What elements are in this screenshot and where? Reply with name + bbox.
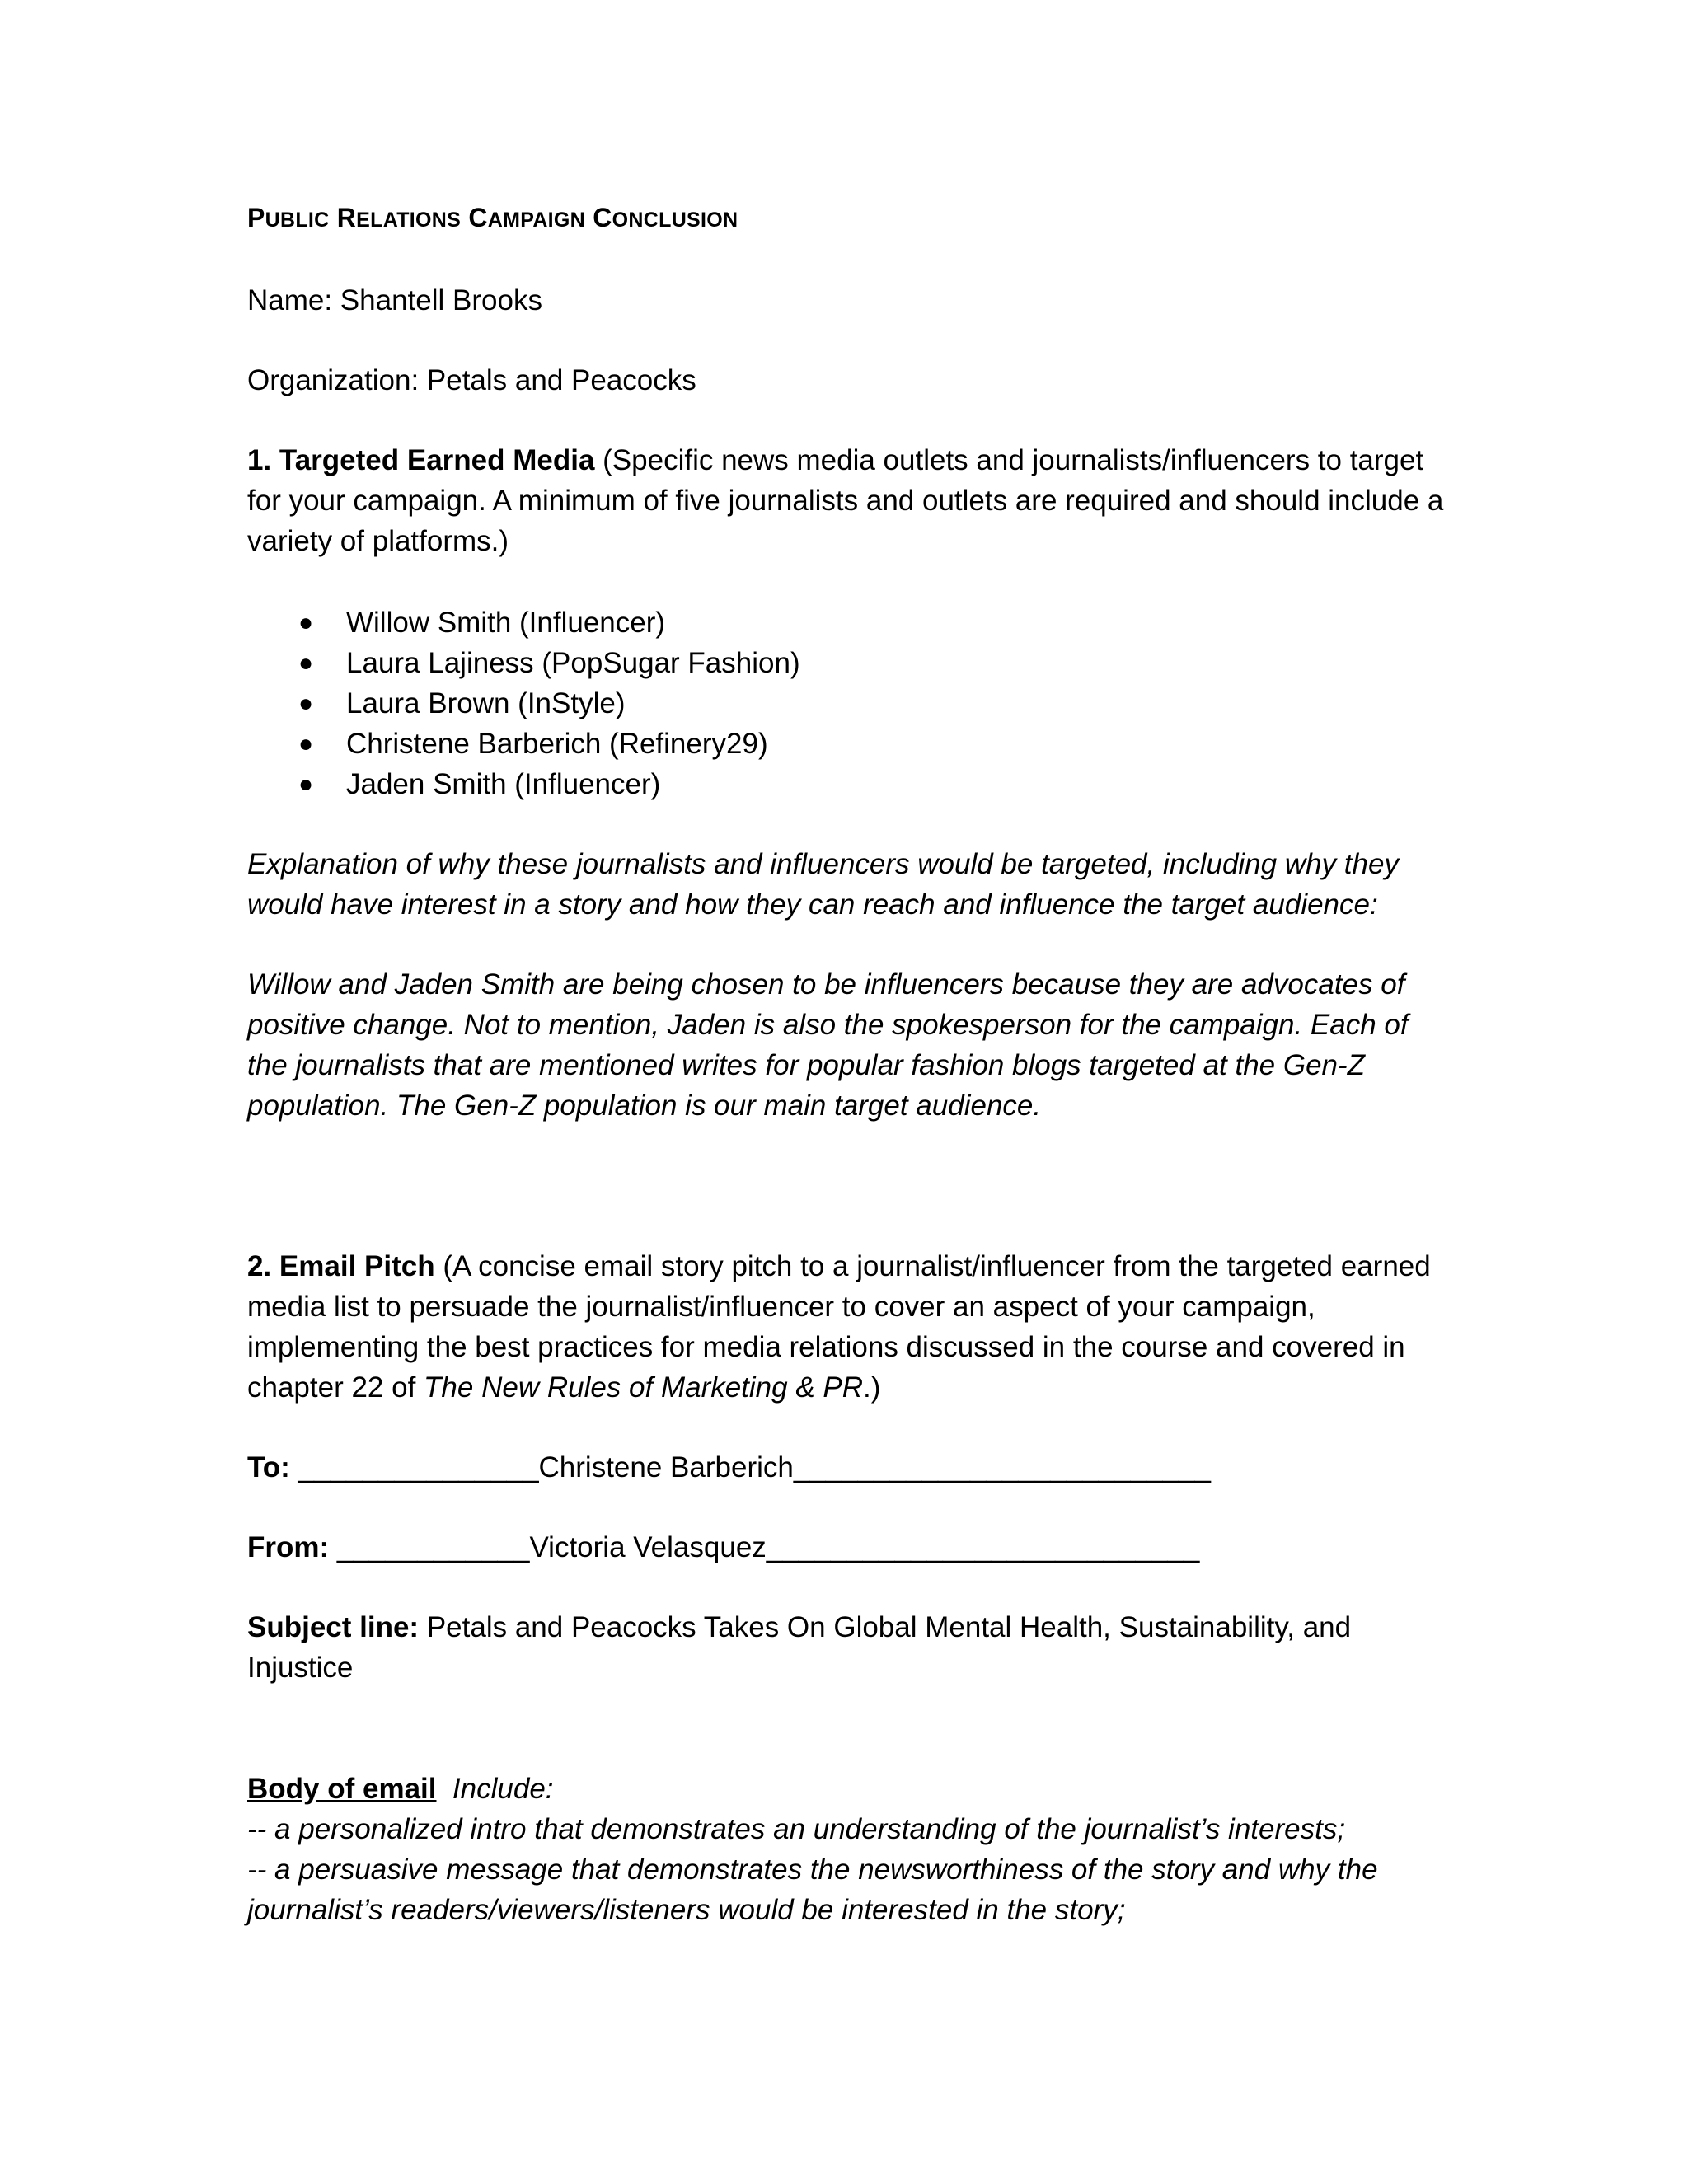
explanation-prompt: Explanation of why these journalists and influencers would be targeted, including why they would have interest in a story and how they can reach and influence the target audience:	[247, 848, 1399, 921]
list-item: ● Christene Barberich (Refinery29)	[247, 724, 1451, 764]
include-label: Include:	[436, 1773, 554, 1805]
targeted-media-list	[247, 602, 1451, 804]
organization-line: Organization: Petals and Peacocks	[247, 364, 696, 396]
body-of-email-heading	[247, 1769, 1451, 1809]
section1-intro	[247, 440, 1451, 561]
bullet-icon: ●	[298, 649, 314, 677]
name-line: Name: Shantell Brooks	[247, 284, 542, 316]
document-title: PUBLIC RELATIONS CAMPAIGN CONCLUSION	[247, 203, 738, 232]
to-label: To:	[247, 1451, 290, 1483]
from-field	[247, 1527, 1451, 1568]
explanation-text: Willow and Jaden Smith are being chosen to be influencers because they are advocates of positive change. Not to mention, Jaden is also the spokesperson for the campaign. Each of the journalists that are mentioned writes for popular fashion blogs targeted at the Gen-Z population. The Gen-Z population is our main target audience.	[247, 968, 1409, 1122]
section2-heading: 2. Email Pitch	[247, 1250, 435, 1282]
subject-field	[247, 1607, 1451, 1688]
to-field	[247, 1447, 1451, 1488]
document-page	[247, 198, 1451, 1930]
section2-intro: 2. Email Pitch (A concise email story pitch to a journalist/influencer from the targeted earned media list to persuade the journalist/influencer to cover an aspect of your campaign, implementing the best practices for media relations discussed in the course and covered in chapter 22 of The New Rules of Marketing & PR.)	[247, 1250, 1431, 1404]
bullet-icon: ●	[298, 609, 314, 636]
list-item: ● Laura Lajiness (PopSugar Fashion)	[247, 643, 1451, 683]
body-item: -- a personalized intro that demonstrates an understanding of the journalist’s interests;	[247, 1813, 1346, 1845]
book-title: The New Rules of Marketing & PR	[424, 1371, 864, 1404]
subject-label: Subject line:	[247, 1611, 420, 1643]
bullet-icon: ●	[298, 730, 314, 757]
section1-heading: 1. Targeted Earned Media	[247, 444, 595, 476]
list-item: ● Jaden Smith (Influencer)	[247, 764, 1451, 804]
body-item: -- a persuasive message that demonstrates the newsworthiness of the story and why the journalist’s readers/viewers/listeners would be interested in the story;	[247, 1854, 1378, 1926]
from-label: From:	[247, 1531, 330, 1563]
from-value: ____________Victoria Velasquez___________________________	[329, 1531, 1200, 1563]
subject-value: Petals and Peacocks Takes On Global Mental Health, Sustainability, and Injustice	[247, 1611, 1352, 1684]
bullet-icon: ●	[298, 690, 314, 717]
body-label: Body of email	[247, 1773, 437, 1805]
bullet-icon: ●	[298, 771, 314, 798]
to-value: _______________Christene Barberich__________________________	[289, 1451, 1211, 1483]
section1-description: (Specific news media outlets and journalists/influencers to target for your campaign. A minimum of five journalists and outlets are required and should include a variety of platforms.)	[247, 444, 1444, 557]
list-item: ● Laura Brown (InStyle)	[247, 683, 1451, 724]
list-item: ● Willow Smith (Influencer)	[247, 602, 1451, 643]
